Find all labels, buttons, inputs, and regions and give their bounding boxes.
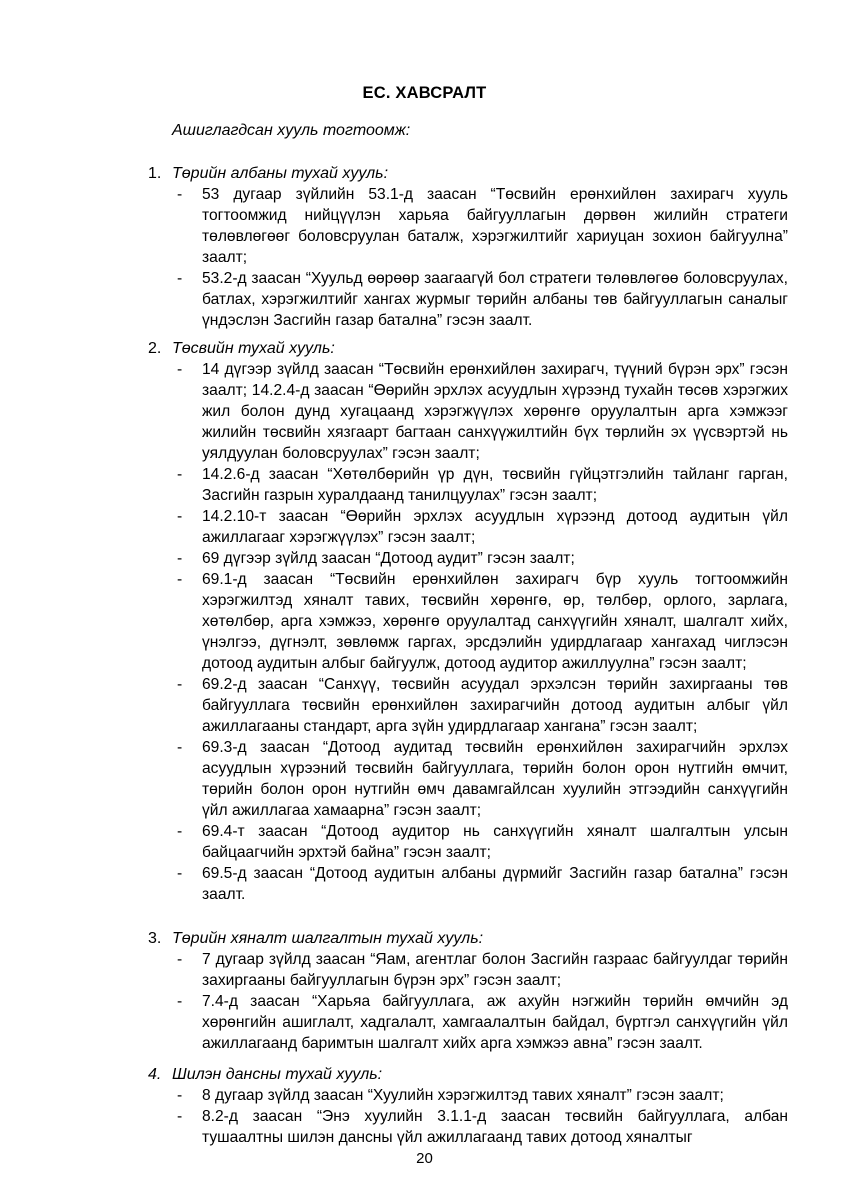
list-item [148, 268, 788, 331]
intro-text: Ашиглагдсан хууль тогтоомж: [172, 122, 411, 139]
list-item [148, 991, 788, 1054]
section-2 [148, 338, 788, 905]
section-title: Шилэн дансны тухай хууль: [172, 1066, 383, 1083]
dash-marker: - [177, 865, 183, 882]
item-text: 69.4-т заасан “Дотоод аудитор нь санхүүгийн хяналт шалгалтын улсын байцаагчийн эрхтэй байна” гэсэн заалт; [202, 823, 788, 861]
list-item [148, 359, 788, 464]
section-1 [148, 163, 788, 331]
list-item [148, 863, 788, 905]
item-text: 8.2-д заасан “Энэ хуулийн 3.1.1-д заасан төсвийн байгууллага, албан тушаалтны шилэн дансны үйл ажиллагаанд тавих дотоод хяналтыг [202, 1108, 788, 1146]
section-heading [148, 338, 788, 359]
section-title: Төрийн албаны тухай хууль: [172, 165, 389, 182]
dash-marker: - [177, 676, 183, 693]
list-item [148, 1085, 788, 1106]
section-heading [148, 928, 788, 949]
dash-marker: - [177, 508, 183, 525]
section-number: 1. [148, 165, 162, 182]
list-item [148, 569, 788, 674]
section-4 [148, 1064, 788, 1148]
list-item [148, 949, 788, 991]
item-text: 69 дүгээр зүйлд заасан “Дотоод аудит” гэсэн заалт; [202, 550, 575, 567]
page-number: 20 [416, 1150, 433, 1167]
dash-marker: - [177, 270, 183, 287]
item-text: 7.4-д заасан “Харьяа байгууллага, аж ахуйн нэгжийн төрийн өмчийн эд хөрөнгийн ашиглалт, хадгалалт, хамгаалалтын байдал, бүртгэл санхүүгийн үйл ажиллагаанд баримтын шалгалт хийх арга хэмжээ авна” гэсэн заалт. [202, 993, 788, 1052]
item-text: 8 дугаар зүйлд заасан “Хуулийн хэрэгжилтэд тавих хяналт” гэсэн заалт; [202, 1087, 724, 1104]
list-item [148, 506, 788, 548]
section-number: 3. [148, 930, 162, 947]
section-title: Төсвийн тухай хууль: [172, 340, 335, 357]
item-text: 14.2.10-т заасан “Өөрийн эрхлэх асуудлын хүрээнд дотоод аудитын үйл ажиллагааг хэрэгжүүлэх” гэсэн заалт; [202, 508, 788, 546]
dash-marker: - [177, 571, 183, 588]
list-item [148, 1106, 788, 1148]
dash-marker: - [177, 1087, 183, 1104]
dash-marker: - [177, 993, 183, 1010]
item-text: 14.2.6-д заасан “Хөтөлбөрийн үр дүн, төсвийн гүйцэтгэлийн тайланг гарган, Засгийн газрын хуралдаанд танилцуулах” гэсэн заалт; [202, 466, 788, 504]
item-text: 69.3-д заасан “Дотоод аудитад төсвийн ерөнхийлөн захирагчийн эрхлэх асуудлын хүрээний төсвийн байгууллага, төрийн болон орон нутгийн өмчит, төрийн болон орон нутгийн өмч давамгайлсан хуулийн этгээдийн санхүүгийн үйл ажиллагаа хамаарна” гэсэн заалт; [202, 739, 788, 819]
list-item [148, 821, 788, 863]
section-heading [148, 163, 788, 184]
page-title: ЕС. ХАВСРАЛТ [362, 84, 487, 102]
section-number: 2. [148, 340, 162, 357]
dash-marker: - [177, 823, 183, 840]
item-text: 53.2-д заасан “Хуульд өөрөөр заагаагүй бол стратеги төлөвлөгөө боловсруулах, батлах, хэрэгжилтийг хангах журмыг төрийн албаны төв байгууллагын саналыг үндэслэн Засгийн газар батална” гэсэн заалт. [202, 270, 788, 329]
dash-marker: - [177, 466, 183, 483]
dash-marker: - [177, 951, 183, 968]
list-item [148, 737, 788, 821]
dash-marker: - [177, 1108, 183, 1125]
item-text: 53 дугаар зүйлийн 53.1-д заасан “Төсвийн ерөнхийлөн захирагч хууль тогтоомжид нийцүүлэн харьяа байгууллагын дөрвөн жилийн стратеги төлөвлөгөөг боловсруулан баталж, хэрэгжилтийг хариуцан зохион байгуулна” заалт; [202, 186, 788, 266]
item-text: 14 дүгээр зүйлд заасан “Төсвийн ерөнхийлөн захирагч, түүний бүрэн эрх” гэсэн заалт; 14.2.4-д заасан “Өөрийн эрхлэх асуудлын хүрээнд тухайн төсөв хэрэгжих жил болон дунд хугацаанд хэрэгжүүлэх хөрөнгө оруулалтын арга хэмжээг жилийн төсвийн хязгаарт багтаан санхүүжилтийн бүх төрлийн эх үүсвэртэй нь уялдуулан боловсруулах” гэсэн заалт; [202, 361, 788, 462]
dash-marker: - [177, 739, 183, 756]
item-text: 69.1-д заасан “Төсвийн ерөнхийлөн захирагч бүр хууль тогтоомжийн хэрэгжилтэд хяналт тавих, төсвийн хөрөнгө, өр, төлбөр, орлого, зарлага, хөтөлбөр, арга хэмжээ, хөрөнгө оруулалтад санхүүгийн хяналт, шалгалт хийх, үнэлгээ, дүгнэлт, зөвлөмж гаргах, эрсдэлийн удирдлагаар хангахад чиглэсэн дотоод аудитын албыг байгуулж, дотоод аудитор ажиллуулна” гэсэн заалт; [202, 571, 788, 672]
section-heading [148, 1064, 788, 1085]
list-item [148, 548, 788, 569]
list-item [148, 464, 788, 506]
list-item [148, 184, 788, 268]
item-text: 7 дугаар зүйлд заасан “Яам, агентлаг болон Засгийн газраас байгуулдаг төрийн захиргааны байгууллагын бүрэн эрх” гэсэн заалт; [202, 951, 788, 989]
dash-marker: - [177, 550, 183, 567]
list-item [148, 674, 788, 737]
dash-marker: - [177, 361, 183, 378]
section-number: 4. [148, 1066, 162, 1083]
dash-marker: - [177, 186, 183, 203]
section-title: Төрийн хяналт шалгалтын тухай хууль: [172, 930, 484, 947]
section-3 [148, 928, 788, 1054]
item-text: 69.2-д заасан “Санхүү, төсвийн асуудал эрхэлсэн төрийн захиргааны төв байгууллага төсвийн ерөнхийлөн захирагчийн дотоод аудитын албыг үйл ажиллагааны стандарт, арга зүйн удирдлагаар хангана” гэсэн заалт; [202, 676, 788, 735]
item-text: 69.5-д заасан “Дотоод аудитын албаны дүрмийг Засгийн газар батална” гэсэн заалт. [202, 865, 788, 903]
